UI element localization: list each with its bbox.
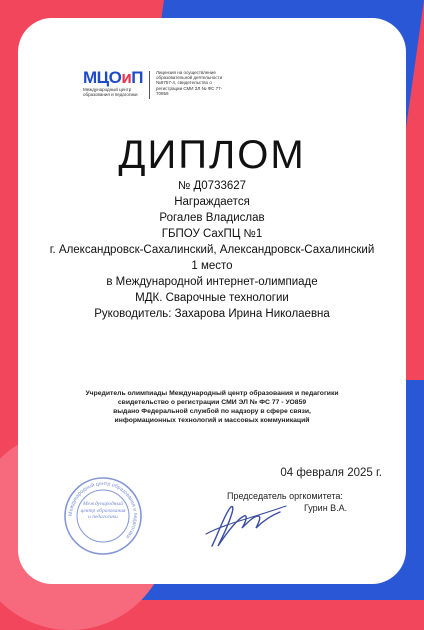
founder-line-2: свидетельство о регистрации СМИ ЭЛ № ФС 77 - УО859	[117, 399, 307, 406]
logo-divider	[149, 71, 150, 99]
organization-stamp	[63, 476, 143, 556]
founder-line-4: информационных технологий и массовых коммуникаций	[114, 417, 310, 424]
supervisor: Руководитель: Захарова Ирина Николаевна	[94, 308, 330, 320]
logo-mark-part1: МЦО	[83, 68, 122, 87]
chair-label: Председатель оргкомитета:	[227, 491, 343, 501]
award-details	[0, 178, 424, 322]
olympiad-subject: МДК. Сварочные технологии	[135, 292, 289, 304]
logo-mark-part3: П	[131, 68, 143, 87]
issue-date: 04 февраля 2025 г.	[280, 467, 382, 479]
stamp-center-text: Международный центр образования и педагогики	[80, 501, 126, 520]
founder-line-1: Учредитель олимпиады Международный центр образования и педагогики	[85, 390, 339, 397]
logo-mark-part2: и	[121, 68, 132, 87]
chair-name: Гурин В.А.	[304, 503, 348, 513]
diploma-title: ДИПЛОМ	[118, 133, 306, 177]
logo-license-text: Лицензия на осуществление образовательной деятельности №9757-л, свидетельство о регистрации СМИ ЗЛ № ФС 77-70859	[156, 70, 223, 96]
recipient-school: ГБПОУ СахПЦ №1	[161, 228, 263, 240]
award-place: 1 место	[191, 260, 233, 272]
chair-signature	[200, 494, 290, 554]
logo-subtitle: Международный центр образования и педагогики	[83, 87, 138, 97]
organization-logo	[83, 70, 226, 99]
stamp-ring-text: Международный центр образования и педагогики	[67, 480, 139, 540]
olympiad-name: в Международной интернет-олимпиаде	[106, 276, 318, 288]
recipient-name: Рогалев Владислав	[159, 212, 265, 224]
founder-line-3: выдано Федеральной службой по надзору в сфере связи,	[113, 408, 311, 415]
diploma-number: № Д0733627	[177, 180, 247, 192]
recipient-city: г. Александровск-Сахалинский, Александровск-Сахалинский	[49, 244, 375, 256]
awarded-label: Награждается	[174, 196, 250, 208]
logo-main	[83, 70, 143, 97]
founder-info	[70, 389, 354, 425]
logo-mark	[83, 70, 143, 86]
